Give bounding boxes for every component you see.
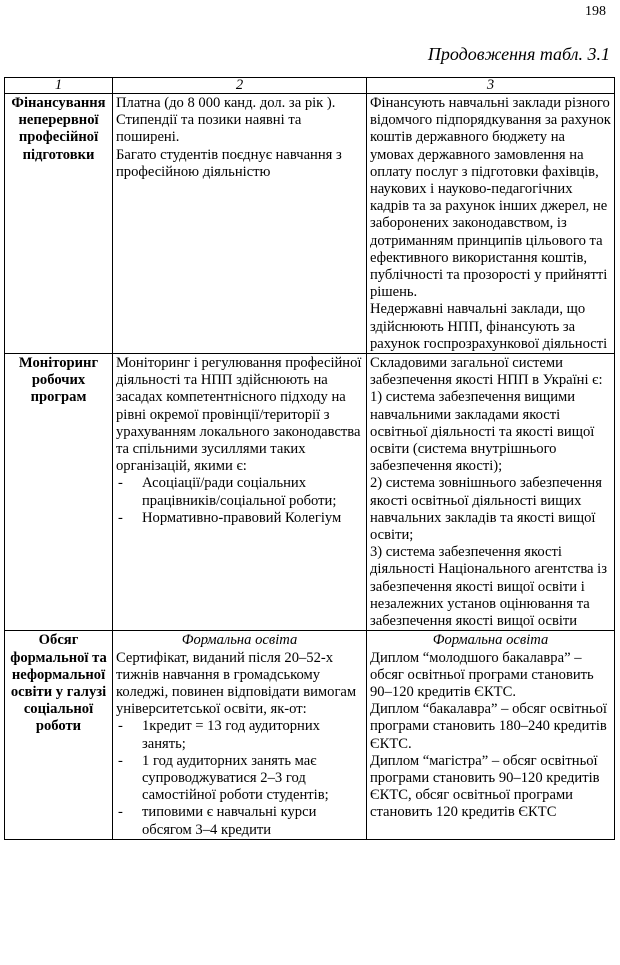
- list-item: - типовими є навчальні курси обсягом 3–4 кредити: [116, 804, 363, 838]
- paragraph: 2) система зовнішнього забезпечення якості освітньої діяльності вищих навчальних закладів та якості вищої освіти;: [370, 475, 602, 544]
- paragraph: Багато студентів поєднує навчання з професійною діяльністю: [116, 146, 342, 180]
- table-header-row: [5, 78, 615, 94]
- cell-col3: [367, 94, 615, 354]
- paragraph: Моніторинг і регулювання професійної діяльності та НПП здійснюють на засадах компетентнісного підходу на рівні окремої провінції/території з урахуванням локального законодавства та спільними зусиллями таких організацій, якими є:: [116, 355, 362, 475]
- dash-list: [116, 475, 363, 527]
- subheading: Формальна освіта: [432, 632, 549, 649]
- column-header-2: 2: [113, 78, 367, 94]
- column-header-3: 3: [367, 78, 615, 94]
- paragraph: Складовими загальної системи забезпечення якості НПП в Україні є:: [370, 355, 603, 389]
- list-item: - Асоціації/ради соціальних працівників/соціальної роботи;: [116, 475, 363, 509]
- paragraph: Недержавні навчальні заклади, що здійснюють НПП, фінансують за рахунок госпрозрахункової діяльності: [370, 301, 608, 352]
- paragraph: 3) система забезпечення якості діяльності Національного агентства із забезпечення якості вищої освіти і незалежних установ оцінювання та забезпечення якості вищої освіти: [370, 544, 607, 630]
- list-item: - 1кредит = 13 год аудиторних занять;: [116, 718, 363, 752]
- cell-col2: [113, 94, 367, 354]
- subheading: Формальна освіта: [181, 632, 298, 649]
- list-item: - Нормативно-правовий Колегіум: [116, 510, 363, 527]
- page-number: 198: [585, 4, 606, 19]
- paragraph: Фінансують навчальні заклади різного відомчого підпорядкування за рахунок коштів державного бюджету на умовах державного замовлення на оплату послуг з підготовки фахівців, наукових і науково-педагогічних кадрів та за рахунок інших джерел, не заборонених законодавством, із дотриманням принципів цільового та ефективного використання коштів, публічності та прозорості у прийнятті рішень.: [370, 95, 611, 301]
- table-caption: Продовження табл. 3.1: [427, 44, 610, 64]
- list-item: - 1 год аудиторних занять має супроводжуватися 2–3 год самостійної роботи студентів;: [116, 753, 363, 805]
- data-table: [4, 77, 615, 840]
- table-row-monitoring: [5, 354, 615, 631]
- column-header-1: 1: [5, 78, 113, 94]
- paragraph: Диплом “магістра” – обсяг освітньої програми становить 90–120 кредитів ЄКТС, обсяг освітньої програми становить 120 кредитів ЄКТС: [370, 752, 600, 821]
- paragraph: Платна (до 8 000 канд. дол. за рік ).: [116, 95, 336, 111]
- paragraph: Диплом “молодшого бакалавра” – обсяг освітньої програми становить 90–120 кредитів ЄКТС.: [370, 649, 594, 700]
- table-row-financing: [5, 94, 615, 354]
- row-heading: Моніторинг робочих програм: [5, 354, 113, 631]
- row-heading: Фінансування неперервної професійної підготовки: [5, 94, 113, 354]
- paragraph: Диплом “бакалавра” – обсяг освітньої програми становить 180–240 кредитів ЄКТС.: [370, 701, 607, 752]
- row-heading: Обсяг формальної та неформальної освіти у галузі соціальної роботи: [5, 631, 113, 839]
- cell-col2: [113, 354, 367, 631]
- paragraph: Сертифікат, виданий після 20–52-х тижнів навчання в громадському коледжі, повинен відповідати вимогам університетської освіти, як-от:: [116, 649, 357, 718]
- table-row-education-volume: [5, 631, 615, 839]
- cell-col2: [113, 631, 367, 839]
- paragraph: Стипендії та позики наявні та поширені.: [116, 112, 302, 146]
- cell-col3: [367, 354, 615, 631]
- paragraph: 1) система забезпечення вищими навчальними закладами якості освітньої діяльності та якості вищої освіти (система внутрішнього забезпечення якості);: [370, 389, 595, 475]
- dash-list: [116, 718, 363, 838]
- cell-col3: [367, 631, 615, 839]
